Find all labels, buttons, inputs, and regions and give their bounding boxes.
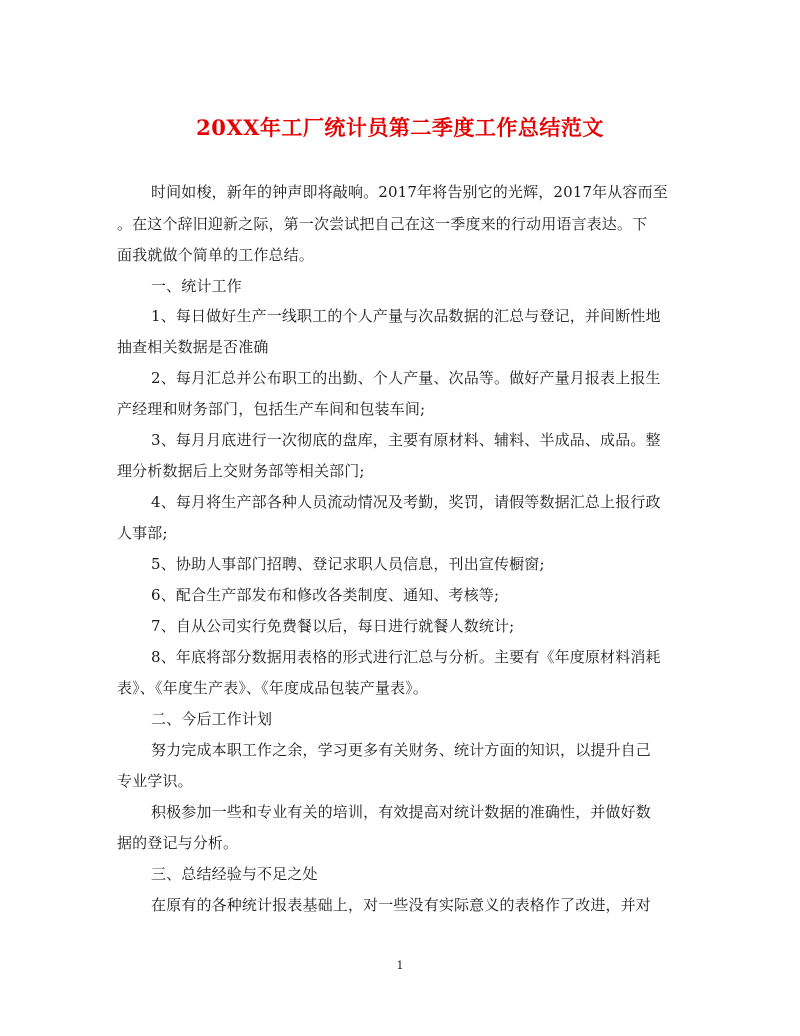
body-line: 专业学识。 <box>117 772 193 790</box>
section-heading: 二、今后工作计划 <box>151 710 273 728</box>
body-line: 面我就做个简单的工作总结。 <box>117 246 314 264</box>
document-title: 20XX年工厂统计员第二季度工作总结范文 <box>196 115 604 140</box>
section-heading: 三、总结经验与不足之处 <box>151 865 318 883</box>
section-heading: 一、统计工作 <box>151 277 242 295</box>
body-line: 6、配合生产部发布和修改各类制度、通知、考核等; <box>151 586 500 604</box>
body-line: 据的登记与分析。 <box>117 834 239 852</box>
body-line: 产经理和财务部门，包括生产车间和包装车间; <box>117 400 426 418</box>
body-line: 人事部; <box>117 524 168 542</box>
body-line: 1、每日做好生产一线职工的个人产量与次品数据的汇总与登记，并间断性地 <box>151 307 661 325</box>
body-line: 4、每月将生产部各种人员流动情况及考勤，奖罚，请假等数据汇总上报行政 <box>151 493 661 511</box>
body-line: 。在这个辞旧迎新之际，第一次尝试把自己在这一季度来的行动用语言表达。下 <box>117 215 648 233</box>
body-line: 积极参加一些和专业有关的培训，有效提高对统计数据的准确性，并做好数 <box>151 803 651 821</box>
body-line: 表》、《年度生产表》、《年度成品包装产量表》。 <box>117 679 428 697</box>
body-line: 8、年底将部分数据用表格的形式进行汇总与分析。主要有《年度原材料消耗 <box>151 648 661 666</box>
body-line: 时间如梭，新年的钟声即将敲响。2017年将告别它的光辉，2017年从容而至 <box>151 183 668 201</box>
body-line: 3、每月月底进行一次彻底的盘库，主要有原材料、辅料、半成品、成品。整 <box>151 431 661 449</box>
body-line: 努力完成本职工作之余，学习更多有关财务、统计方面的知识，以提升自己 <box>151 741 651 759</box>
body-line: 7、自从公司实行免费餐以后，每日进行就餐人数统计; <box>151 617 515 635</box>
body-line: 在原有的各种统计报表基础上，对一些没有实际意义的表格作了改进，并对 <box>151 896 651 914</box>
page-number: 1 <box>396 959 404 972</box>
body-line: 2、每月汇总并公布职工的出勤、个人产量、次品等。做好产量月报表上报生 <box>151 369 661 387</box>
body-line: 理分析数据后上交财务部等相关部门; <box>117 462 365 480</box>
body-line: 抽查相关数据是否准确 <box>117 338 269 356</box>
body-line: 5、协助人事部门招聘、登记求职人员信息，刊出宣传橱窗; <box>151 555 545 573</box>
